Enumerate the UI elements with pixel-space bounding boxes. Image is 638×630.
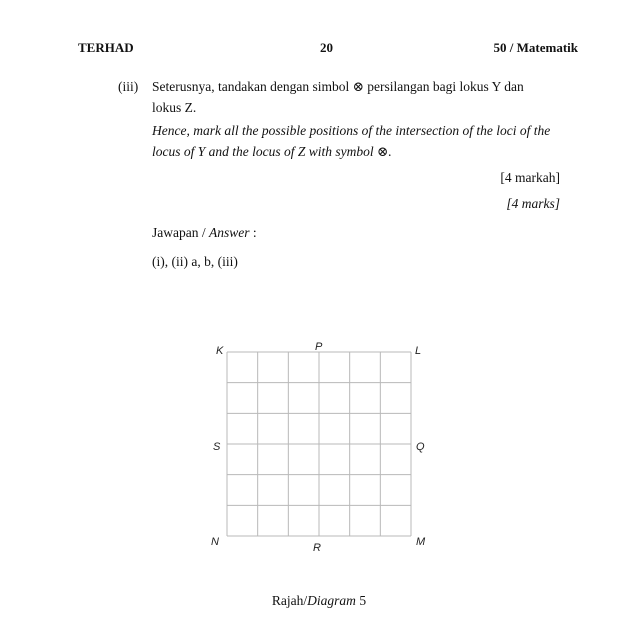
point-label-m: M bbox=[416, 536, 426, 548]
caption-number: 5 bbox=[355, 593, 367, 608]
diagram-caption bbox=[0, 593, 638, 609]
point-label-n: N bbox=[211, 536, 219, 548]
question-malay-line-2: lokus Z. bbox=[152, 100, 197, 115]
header-right: 50 / Matematik bbox=[493, 40, 578, 55]
header-left: TERHAD bbox=[78, 40, 134, 55]
caption-malay: Rajah/ bbox=[271, 593, 308, 608]
question-english-line-1: Hence, mark all the possible positions of the intersection of the loci of the bbox=[152, 123, 551, 138]
question-english-line-2: locus of Y and the locus of Z with symbol ⊗. bbox=[152, 144, 392, 159]
square-grid bbox=[227, 352, 411, 536]
point-label-p: P bbox=[315, 341, 323, 353]
caption-english: Diagram bbox=[307, 593, 356, 608]
page-number: 20 bbox=[320, 40, 333, 55]
answer-label-english: Answer bbox=[208, 225, 250, 240]
point-label-q: Q bbox=[416, 441, 425, 453]
point-label-k: K bbox=[216, 345, 224, 357]
marks-english: [4 marks] bbox=[506, 196, 560, 211]
point-label-r: R bbox=[313, 542, 321, 554]
point-label-s: S bbox=[213, 441, 221, 453]
marks-malay: [4 markah] bbox=[500, 170, 560, 185]
answer-label-colon: : bbox=[252, 225, 257, 240]
question-number: (iii) bbox=[118, 79, 139, 94]
answer-parts: (i), (ii) a, b, (iii) bbox=[152, 254, 238, 269]
answer-label-malay: Jawapan / bbox=[152, 225, 206, 240]
point-label-l: L bbox=[415, 345, 422, 357]
question-malay-line-1: Seterusnya, tandakan dengan simbol ⊗ persilangan bagi lokus Y dan bbox=[152, 79, 524, 94]
